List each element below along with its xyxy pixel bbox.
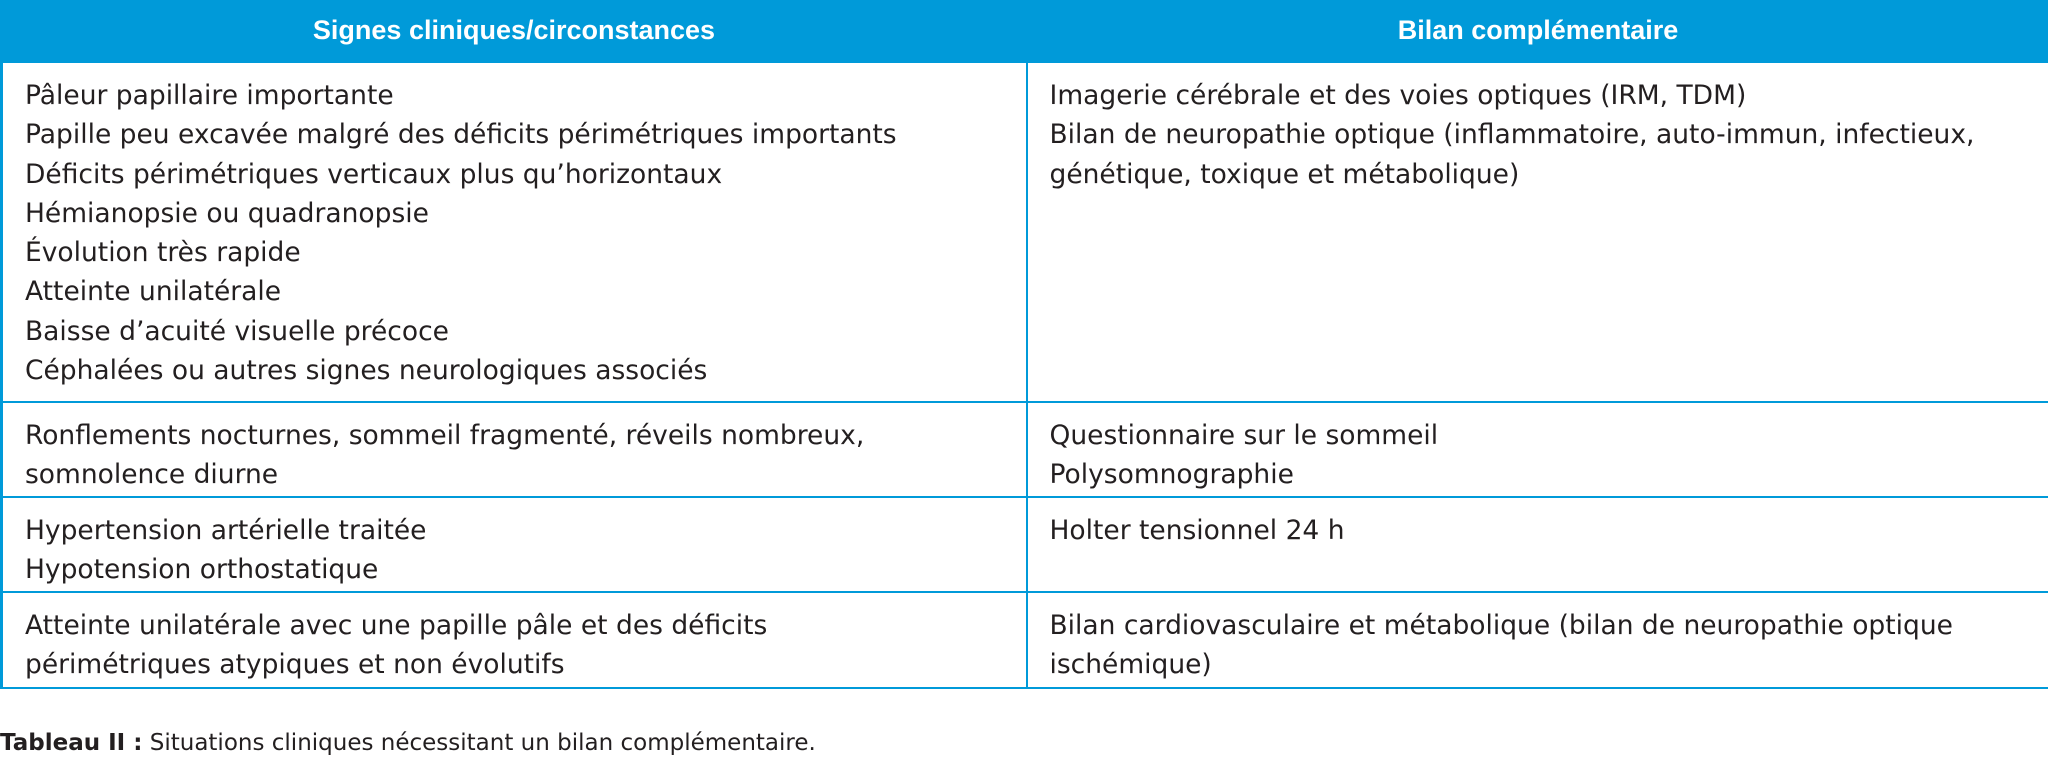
workup-cell [1027,497,2048,592]
clinical-sign-line: Hypotension orthostatique [25,554,379,586]
workup-line: Bilan cardiovasculaire et métabolique (bilan de neuropathie optique [1049,610,1953,641]
caption-label: Tableau II : [0,730,143,756]
table-row [2,592,2048,688]
table-body [2,62,2048,688]
workup-line: Questionnaire sur le sommeil [1049,420,1439,451]
clinical-sign-line: Atteinte unilatérale avec une papille pâle et des déficits [25,610,768,641]
clinical-sign-line: Hémianopsie ou quadranopsie [25,197,429,229]
clinical-sign-line: Évolution très rapide [25,237,301,269]
column-header-workup: Bilan complémentaire [1027,0,2048,62]
clinical-sign-line: Baisse d’acuité visuelle précoce [25,315,449,347]
clinical-sign-line: périmétriques atypiques et non évolutifs [25,649,565,681]
workup-line: ischémique) [1049,649,1212,681]
clinical-sign-line: Céphalées ou autres signes neurologiques associés [25,355,708,387]
workup-cell [1027,62,2048,402]
clinical-sign-line: Ronflements nocturnes, sommeil fragmenté, réveils nombreux, [25,420,865,451]
clinical-sign-line: Déficits périmétriques verticaux plus qu’horizontaux [25,158,723,190]
clinical-signs-cell [2,497,1027,592]
table-header-row [2,0,2048,62]
workup-line: génétique, toxique et métabolique) [1049,158,1520,190]
clinical-signs-cell [2,592,1027,688]
clinical-signs-cell [2,402,1027,497]
caption-text: Situations cliniques nécessitant un bilan complémentaire. [142,730,816,756]
workup-line: Imagerie cérébrale et des voies optiques (IRM, TDM) [1049,80,1747,111]
clinical-sign-line: Atteinte unilatérale [25,276,282,308]
table-row [2,497,2048,592]
table-caption [0,730,816,756]
column-header-clinical-signs: Signes cliniques/circonstances [2,0,1027,62]
clinical-signs-cell [2,62,1027,402]
workup-cell [1027,592,2048,688]
table-row [2,62,2048,402]
workup-line: Bilan de neuropathie optique (inflammatoire, auto-immun, infectieux, [1049,119,1975,151]
clinical-sign-line: somnolence diurne [25,459,279,491]
workup-cell [1027,402,2048,497]
table-row [2,402,2048,497]
workup-line: Holter tensionnel 24 h [1049,515,1345,546]
workup-line: Polysomnographie [1049,459,1294,491]
clinical-sign-line: Hypertension artérielle traitée [25,515,427,546]
clinical-sign-line: Pâleur papillaire importante [25,80,394,111]
table-header [2,0,2048,62]
clinical-sign-line: Papille peu excavée malgré des déficits périmétriques importants [25,119,897,151]
